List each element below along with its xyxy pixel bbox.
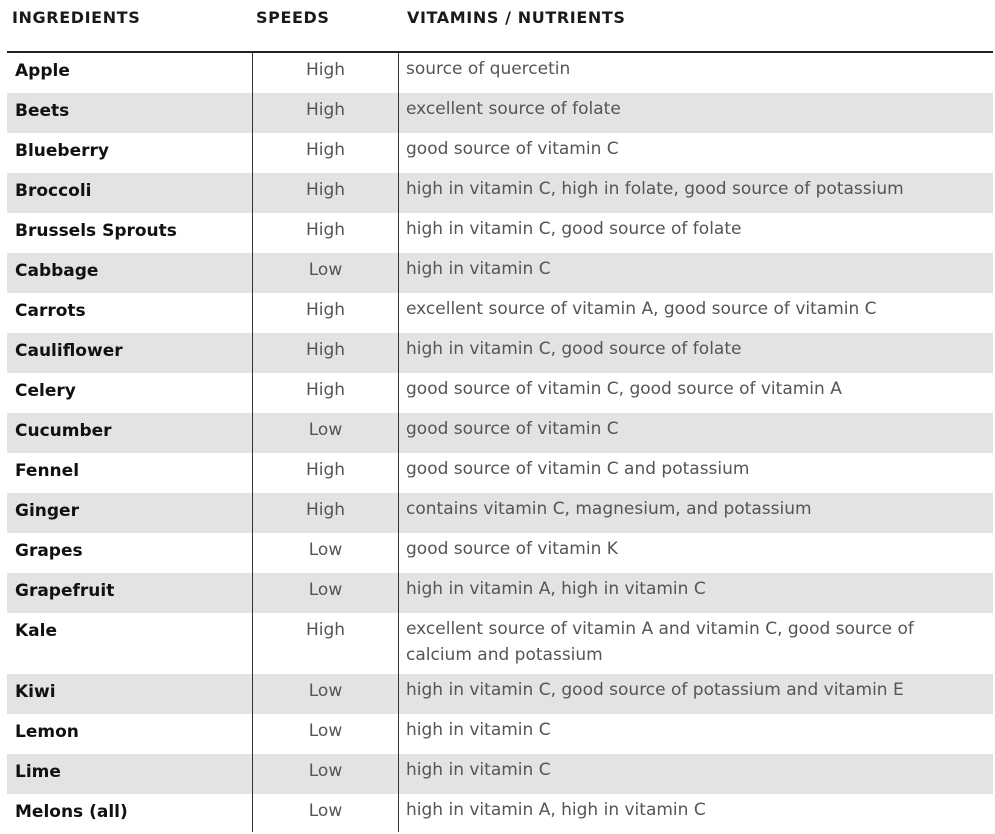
nutrients-text: high in vitamin C bbox=[406, 720, 551, 740]
nutrients-text: good source of vitamin K bbox=[406, 539, 618, 559]
nutrients-text: excellent source of vitamin A, good source of vitamin C bbox=[406, 299, 877, 319]
speed-value: Low bbox=[308, 681, 343, 701]
speed-value: Low bbox=[308, 721, 343, 741]
nutrients-text: high in vitamin C bbox=[406, 760, 551, 780]
ingredient-name: Grapes bbox=[15, 541, 83, 561]
ingredient-name: Blueberry bbox=[15, 141, 109, 161]
nutrients-text: high in vitamin C bbox=[406, 259, 551, 279]
table-row bbox=[7, 173, 993, 213]
header-vitamins-nutrients: VITAMINS / NUTRIENTS bbox=[407, 8, 626, 27]
header-ingredients: INGREDIENTS bbox=[12, 8, 141, 27]
speed-value: High bbox=[305, 500, 346, 520]
nutrients-text: excellent source of vitamin A and vitamin C, good source of calcium and potassium bbox=[406, 619, 914, 665]
nutrients-text: high in vitamin A, high in vitamin C bbox=[406, 800, 706, 820]
table-row bbox=[7, 373, 993, 413]
table-row bbox=[7, 333, 993, 373]
table-row bbox=[7, 533, 993, 573]
nutrients-text: high in vitamin A, high in vitamin C bbox=[406, 579, 706, 599]
table-row bbox=[7, 714, 993, 754]
nutrients-text: good source of vitamin C bbox=[406, 419, 619, 439]
table-row bbox=[7, 493, 993, 533]
ingredient-name: Kale bbox=[15, 621, 58, 641]
ingredient-name: Cucumber bbox=[15, 421, 112, 441]
ingredient-name: Fennel bbox=[15, 461, 80, 481]
speed-value: Low bbox=[308, 420, 343, 440]
speed-value: Low bbox=[308, 540, 343, 560]
table-row bbox=[7, 93, 993, 133]
nutrients-text: good source of vitamin C and potassium bbox=[406, 459, 750, 479]
ingredient-name: Lemon bbox=[15, 722, 79, 742]
ingredient-name: Celery bbox=[15, 381, 76, 401]
speed-value: High bbox=[305, 60, 346, 80]
table-row bbox=[7, 293, 993, 333]
speed-value: High bbox=[305, 180, 346, 200]
speed-value: High bbox=[305, 460, 346, 480]
nutrients-text: source of quercetin bbox=[406, 59, 571, 79]
table-row bbox=[7, 573, 993, 613]
speed-value: High bbox=[305, 140, 346, 160]
speed-value: Low bbox=[308, 761, 343, 781]
speed-value: Low bbox=[308, 260, 343, 280]
table-row bbox=[7, 794, 993, 834]
ingredient-name: Grapefruit bbox=[15, 581, 115, 601]
nutrients-text: high in vitamin C, high in folate, good source of potassium bbox=[406, 179, 904, 199]
ingredient-name: Carrots bbox=[15, 301, 86, 321]
table-row bbox=[7, 253, 993, 293]
ingredient-name: Melons (all) bbox=[15, 802, 128, 822]
ingredients-table bbox=[7, 53, 993, 834]
nutrients-text: good source of vitamin C, good source of vitamin A bbox=[406, 379, 842, 399]
ingredient-name: Apple bbox=[15, 61, 70, 81]
ingredient-name: Beets bbox=[15, 101, 70, 121]
ingredient-name: Cabbage bbox=[15, 261, 99, 281]
header-speeds: SPEEDS bbox=[256, 8, 330, 27]
speed-value: High bbox=[305, 220, 346, 240]
speed-value: High bbox=[305, 100, 346, 120]
speed-value: High bbox=[305, 300, 346, 320]
table-header bbox=[0, 0, 995, 52]
ingredient-name: Lime bbox=[15, 762, 61, 782]
speed-value: High bbox=[305, 340, 346, 360]
table-row bbox=[7, 613, 993, 674]
table-row bbox=[7, 674, 993, 714]
table-row bbox=[7, 133, 993, 173]
ingredient-name: Ginger bbox=[15, 501, 79, 521]
speed-value: High bbox=[305, 620, 346, 640]
ingredient-name: Brussels Sprouts bbox=[15, 221, 177, 241]
nutrients-text: contains vitamin C, magnesium, and potassium bbox=[406, 499, 812, 519]
ingredient-name: Broccoli bbox=[15, 181, 92, 201]
speed-value: High bbox=[305, 380, 346, 400]
nutrients-text: high in vitamin C, good source of potassium and vitamin E bbox=[406, 680, 904, 700]
speed-value: Low bbox=[308, 801, 343, 821]
table-row bbox=[7, 453, 993, 493]
speed-value: Low bbox=[308, 580, 343, 600]
table-row bbox=[7, 754, 993, 794]
table-row bbox=[7, 53, 993, 93]
nutrients-text: high in vitamin C, good source of folate bbox=[406, 219, 742, 239]
nutrients-text: high in vitamin C, good source of folate bbox=[406, 339, 742, 359]
column-divider-1 bbox=[252, 53, 253, 832]
column-divider-2 bbox=[398, 53, 399, 832]
table-row bbox=[7, 213, 993, 253]
nutrients-text: excellent source of folate bbox=[406, 99, 621, 119]
ingredient-name: Cauliflower bbox=[15, 341, 123, 361]
nutrients-text: good source of vitamin C bbox=[406, 139, 619, 159]
table-row bbox=[7, 413, 993, 453]
ingredient-name: Kiwi bbox=[15, 682, 56, 702]
